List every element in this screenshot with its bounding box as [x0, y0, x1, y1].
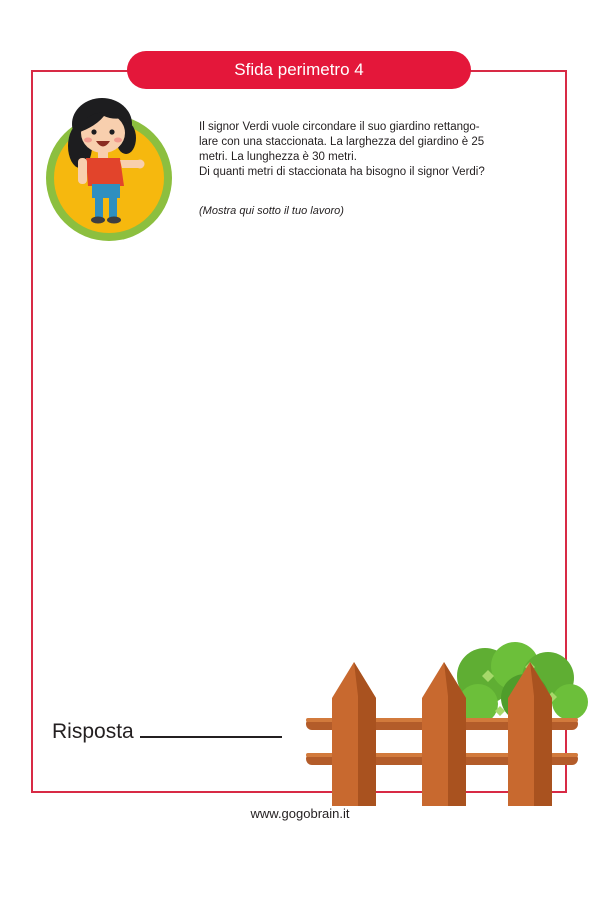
problem-line: lare con una staccionata. La larghezza del giardino è 25: [199, 136, 485, 148]
answer-label: Risposta: [52, 720, 134, 743]
website-url: www.gogobrain.it: [250, 806, 350, 821]
work-hint: (Mostra qui sotto il tuo lavoro): [199, 205, 344, 217]
page-title: Sfida perimetro 4: [127, 51, 471, 89]
answer-row: [52, 720, 282, 744]
problem-line: Di quanti metri di staccionata ha bisogno il signor Verdi?: [199, 166, 485, 178]
problem-line: Il signor Verdi vuole circondare il suo giardino rettango-: [199, 121, 480, 133]
answer-blank-line[interactable]: [140, 736, 282, 738]
problem-line: metri. La lunghezza è 30 metri.: [199, 151, 357, 163]
problem-text: [199, 120, 539, 180]
girl-character-icon: [42, 96, 176, 244]
wooden-fence-icon: [300, 636, 590, 808]
